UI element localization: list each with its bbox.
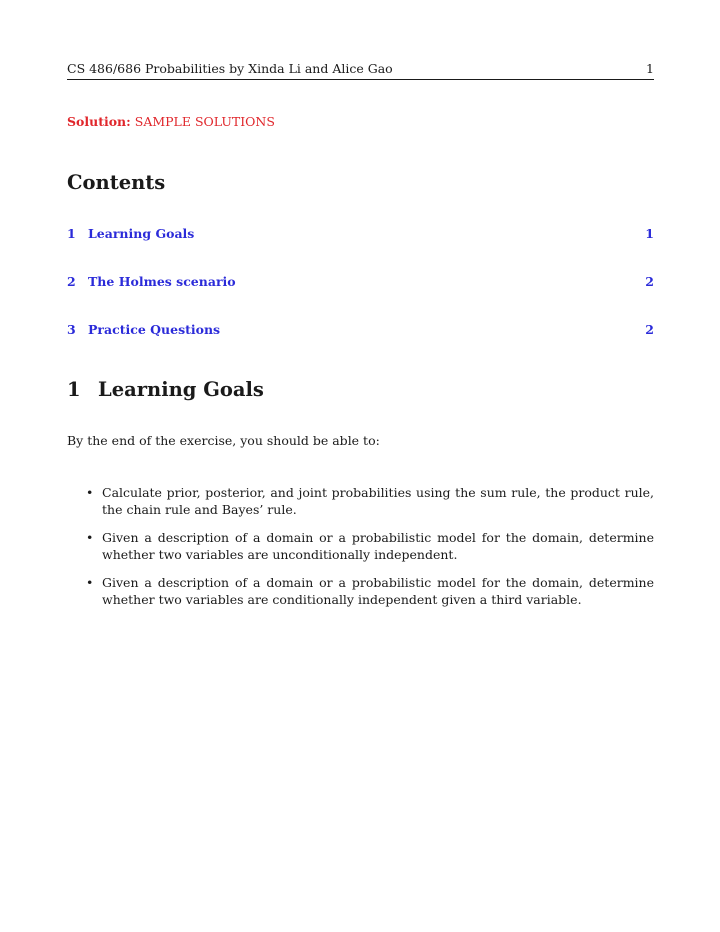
solution-text: SAMPLE SOLUTIONS: [134, 114, 275, 129]
list-item: [85, 574, 654, 608]
bullet-icon: •: [86, 530, 94, 545]
toc-entry-number: 2: [67, 274, 76, 289]
list-item-text: Given a description of a domain or a probabilistic model for the domain, determine whether two variables are conditionally independent given a third variable.: [102, 575, 654, 607]
toc-entry-page: 1: [645, 226, 654, 241]
toc-entry-practice-questions[interactable]: [67, 322, 654, 337]
toc-entry-number: 1: [67, 226, 76, 241]
toc-entry-title: Practice Questions: [88, 322, 221, 337]
toc-entry-holmes-scenario[interactable]: [67, 274, 654, 289]
learning-goals-list: [85, 484, 654, 619]
list-item: [85, 529, 654, 563]
running-header-page-number: 1: [646, 61, 654, 76]
section-number: 1: [67, 378, 81, 401]
toc-entry-page: 2: [645, 322, 654, 337]
list-item-text: Calculate prior, posterior, and joint probabilities using the sum rule, the product rule, the chain rule and Bayes’ rule.: [102, 485, 654, 517]
section-title: Learning Goals: [98, 378, 264, 401]
section-intro: By the end of the exercise, you should be able to:: [67, 433, 380, 448]
running-header-title: CS 486/686 Probabilities by Xinda Li and Alice Gao: [67, 61, 393, 76]
bullet-icon: •: [86, 485, 94, 500]
toc-entry-learning-goals[interactable]: [67, 226, 654, 241]
solution-note: [67, 114, 275, 129]
header-rule: [67, 79, 654, 80]
contents-heading: Contents: [67, 171, 166, 194]
bullet-icon: •: [86, 575, 94, 590]
toc-entry-page: 2: [645, 274, 654, 289]
solution-label: Solution:: [67, 114, 131, 129]
toc-entry-title: Learning Goals: [88, 226, 195, 241]
section-heading: [67, 378, 264, 401]
toc-entry-title: The Holmes scenario: [88, 274, 236, 289]
toc-entry-number: 3: [67, 322, 76, 337]
list-item-text: Given a description of a domain or a probabilistic model for the domain, determine whether two variables are unconditionally independent.: [102, 530, 654, 562]
list-item: [85, 484, 654, 518]
